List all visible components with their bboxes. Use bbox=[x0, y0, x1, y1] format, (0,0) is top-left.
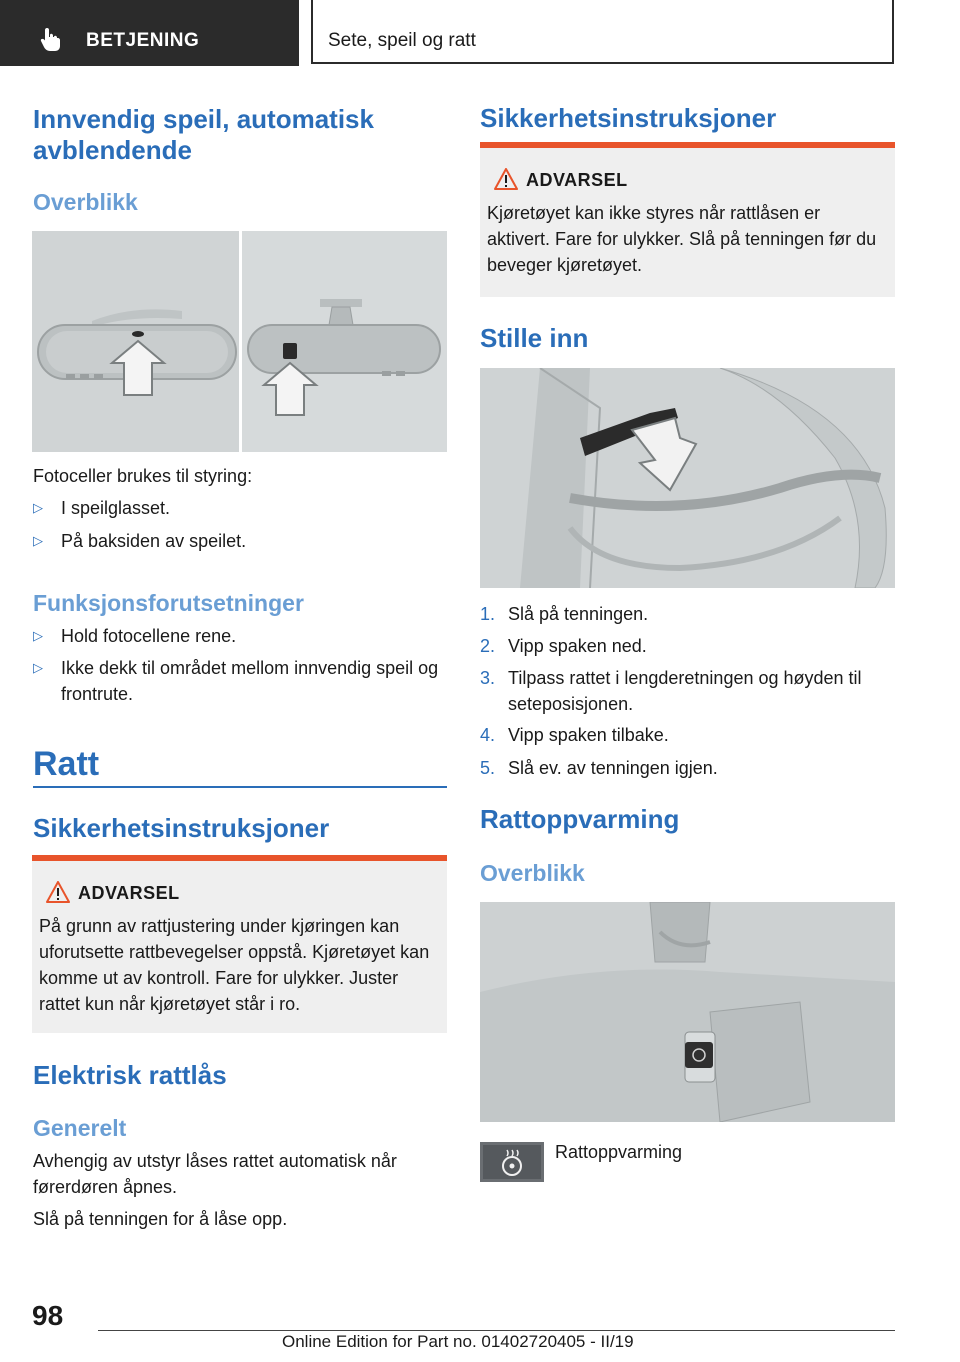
hand-pointer-icon bbox=[38, 26, 64, 52]
mirror-heading: Innvendig speil, automatisk avblendende bbox=[33, 104, 374, 165]
overview-heading: Overblikk bbox=[33, 189, 138, 215]
triangle-bullet-icon: ▷ bbox=[33, 660, 43, 675]
header-section-tab bbox=[0, 0, 299, 66]
header-title-box bbox=[311, 0, 894, 64]
edition-note: Online Edition for Part no. 01402720405 - II/19 bbox=[282, 1332, 634, 1351]
safety-heading-right: Sikkerhetsinstruksjoner bbox=[480, 103, 777, 133]
lock-heading: Elektrisk rattlås bbox=[33, 1060, 227, 1090]
chapter-title: Sete, speil og ratt bbox=[328, 30, 476, 51]
heading-rule bbox=[33, 786, 447, 788]
general-heading: Generelt bbox=[33, 1115, 127, 1141]
steering-lever-illustration bbox=[480, 368, 895, 588]
safety-heading-left: Sikkerhetsinstruksjoner bbox=[33, 813, 330, 843]
triangle-bullet-icon: ▷ bbox=[33, 533, 43, 548]
steering-wheel-heat-icon bbox=[480, 1142, 544, 1182]
page-number: 98 bbox=[32, 1300, 64, 1331]
steering-heading: Ratt bbox=[33, 745, 100, 783]
warning-text: På grunn av rattjustering under kjøringen kan uforutsette rattbevegelser oppstå. Kjøretøyet kan komme ut av kontroll. Fare for ulykker. Juster rattet kun når kjøretøyet står i ro. bbox=[39, 916, 430, 1014]
warning-box-right bbox=[480, 142, 895, 297]
heating-overview-heading: Overblikk bbox=[480, 860, 585, 886]
list-item: ▷ Ikke dekk til området mellom innvendig speil og frontrute. bbox=[33, 655, 443, 707]
warning-box-left bbox=[32, 855, 447, 1033]
step-item: 2. Vipp spaken ned. bbox=[480, 636, 647, 656]
section-label: BETJENING bbox=[86, 30, 200, 51]
adjust-heading: Stille inn bbox=[480, 323, 589, 353]
function-heading: Funksjonsforutsetninger bbox=[33, 590, 304, 616]
warning-text: Kjøretøyet kan ikke styres når rattlåsen er aktivert. Fare for ulykker. Slå på tenningen før du beveger kjøretøyet. bbox=[487, 203, 877, 275]
warning-title: ADVARSEL bbox=[526, 170, 628, 190]
warning-triangle-icon bbox=[494, 168, 518, 190]
general-text: Avhengig av utstyr låses rattet automatisk når førerdøren åpnes. bbox=[33, 1151, 397, 1197]
step-item: 4. Vipp spaken tilbake. bbox=[480, 725, 669, 745]
step-item: 1. Slå på tenningen. bbox=[480, 604, 649, 624]
photocells-intro: Fotoceller brukes til styring: bbox=[33, 466, 253, 486]
triangle-bullet-icon: ▷ bbox=[33, 628, 43, 643]
unlock-text: Slå på tenningen for å låse opp. bbox=[33, 1209, 288, 1229]
warning-triangle-icon bbox=[46, 881, 70, 903]
steering-lever-figure bbox=[480, 368, 895, 588]
heating-heading: Rattoppvarming bbox=[480, 804, 680, 834]
heating-label: Rattoppvarming bbox=[555, 1142, 683, 1162]
mirror-illustration bbox=[32, 231, 447, 452]
heating-button-illustration bbox=[480, 902, 895, 1122]
list-item: ▷ På baksiden av speilet. bbox=[33, 528, 433, 554]
footer-rule bbox=[98, 1330, 895, 1331]
steering-heating-button-icon bbox=[480, 1142, 544, 1182]
step-item: 5. Slå ev. av tenningen igjen. bbox=[480, 758, 718, 778]
triangle-bullet-icon: ▷ bbox=[33, 500, 43, 515]
list-item: ▷ I speilglasset. bbox=[33, 495, 433, 521]
heating-button-figure bbox=[480, 902, 895, 1122]
warning-title: ADVARSEL bbox=[78, 883, 180, 903]
mirror-figure bbox=[32, 231, 447, 452]
step-item: 3. Tilpass rattet i lengderetningen og høyden til seteposisjonen. bbox=[480, 668, 862, 714]
list-item: ▷ Hold fotocellene rene. bbox=[33, 623, 433, 649]
